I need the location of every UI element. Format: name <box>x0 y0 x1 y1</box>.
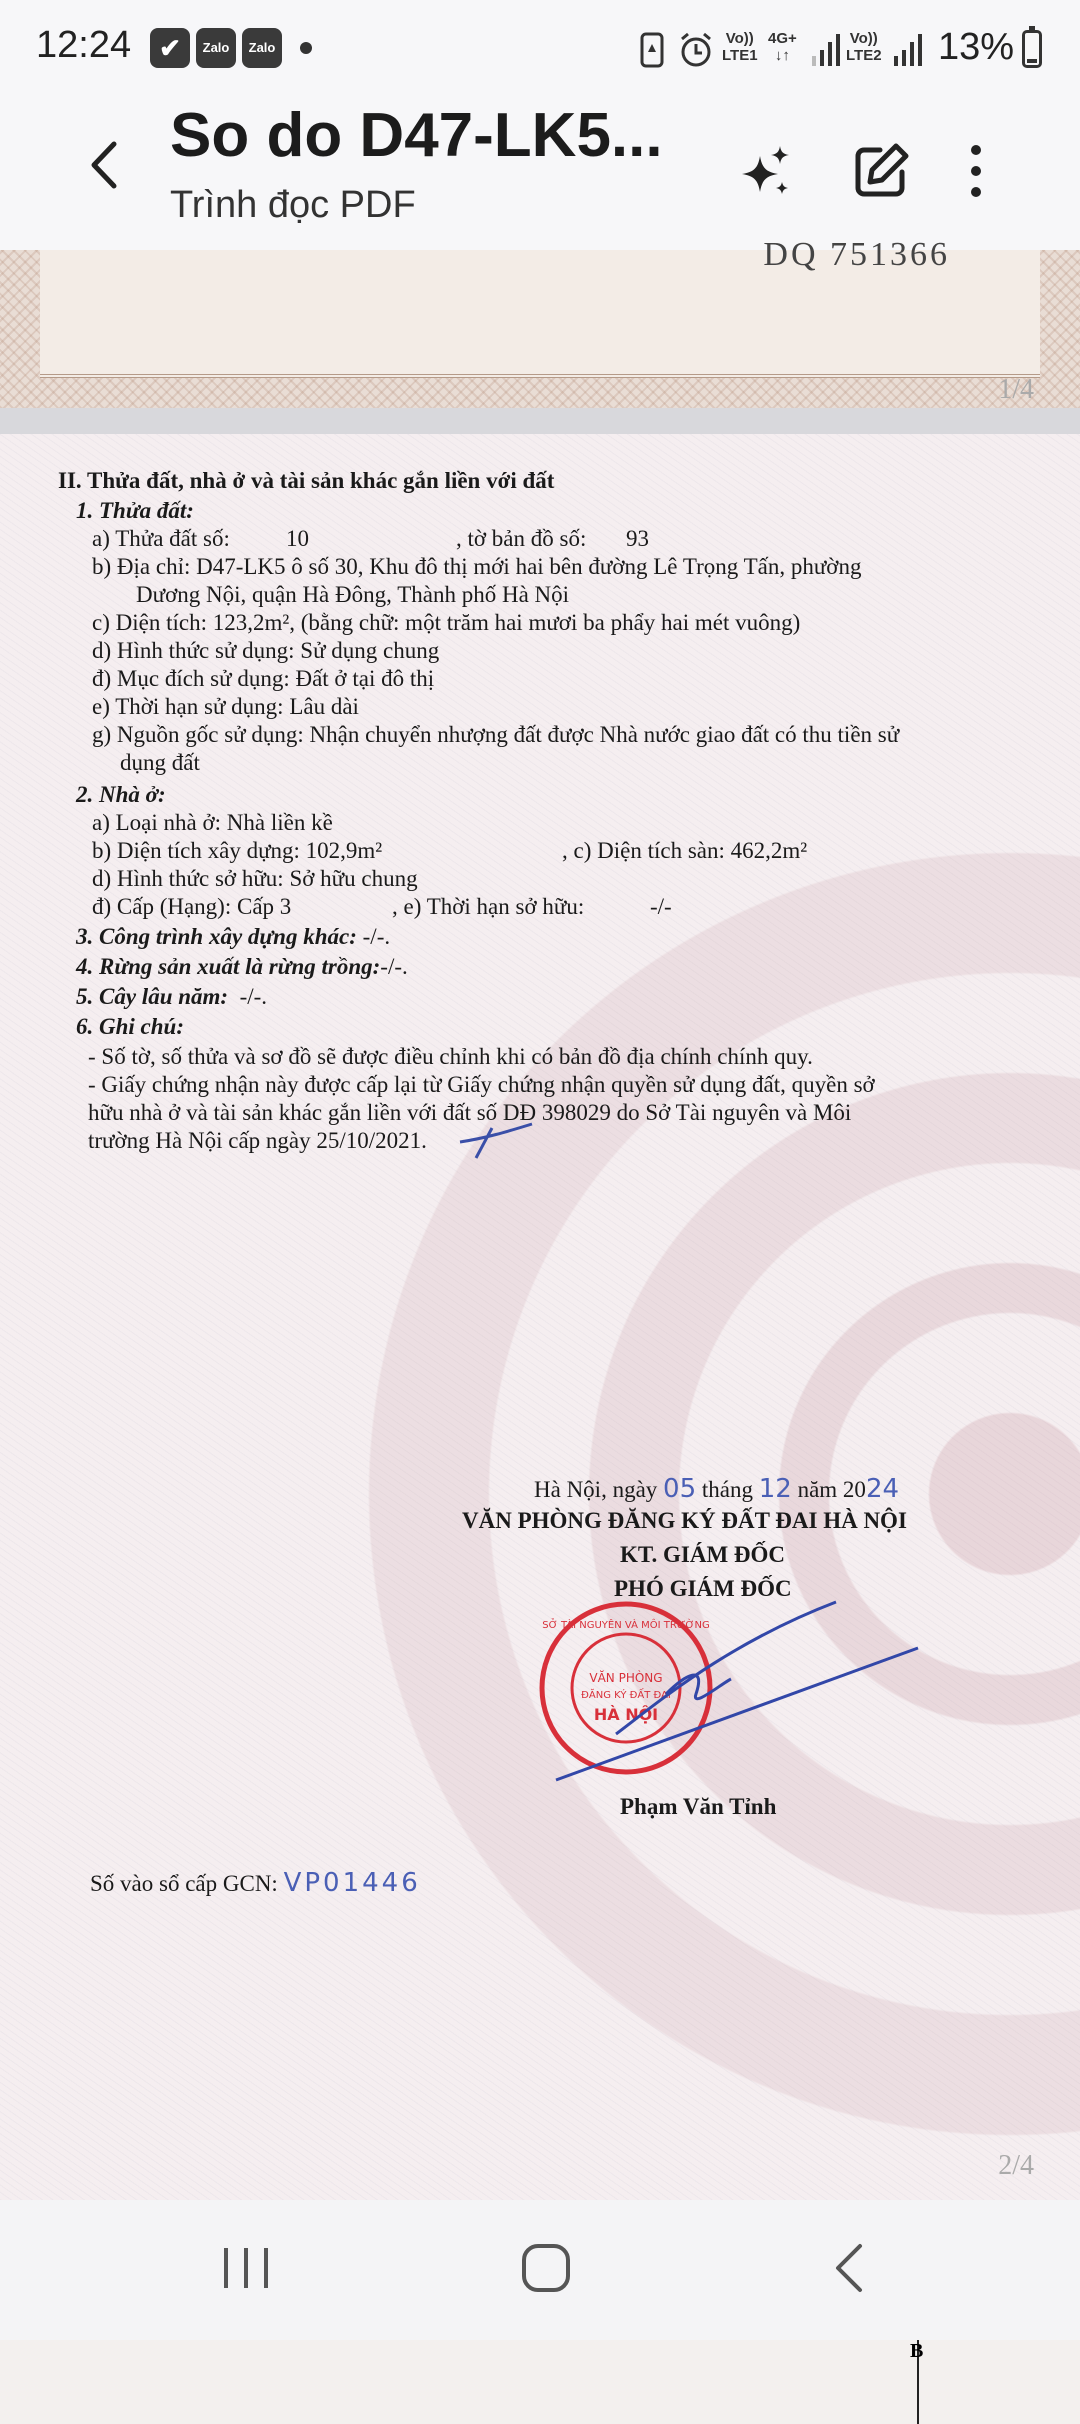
house-construction-area: b) Diện tích xây dựng: 102,9m² <box>92 838 383 863</box>
system-back-button[interactable] <box>822 2238 878 2298</box>
note-2: - Giấy chứng nhận này được cấp lại từ Giấy chứng nhận quyền sử dụng đất, quyền sở <box>88 1072 875 1097</box>
notes-heading: 6. Ghi chú: <box>76 1014 184 1039</box>
house-ownership-form: d) Hình thức sở hữu: Sở hữu chung <box>92 866 418 891</box>
app-subtitle: Trình đọc PDF <box>170 184 416 226</box>
sim2-label: Vo)) LTE2 <box>846 30 882 64</box>
back-button[interactable] <box>70 130 140 200</box>
pdf-viewer[interactable] <box>0 236 1080 2362</box>
land-use-purpose: đ) Mục đích sử dụng: Đất ở tại đô thị <box>92 666 435 691</box>
note-1: - Số tờ, số thửa và sơ đồ sẽ được điều chỉnh khi có bản đồ địa chính chính quy. <box>88 1044 813 1069</box>
issuing-office: VĂN PHÒNG ĐĂNG KÝ ĐẤT ĐAI HÀ NỘI <box>462 1508 907 1533</box>
land-area: c) Diện tích: 123,2m², (bằng chữ: một trăm hai mươi ba phẩy hai mét vuông) <box>92 610 801 635</box>
document-title: So do D47-LK5... <box>170 101 663 170</box>
more-notifications-icon <box>300 42 312 54</box>
edit-button[interactable] <box>846 136 916 206</box>
land-number-label: a) Thửa đất số: <box>92 526 230 551</box>
land-use-term: e) Thời hạn sử dụng: Lâu dài <box>92 694 359 719</box>
signal-icon <box>892 30 922 70</box>
network-type: 4G+ ↓↑ <box>768 30 797 64</box>
ai-sparkle-button[interactable] <box>730 138 800 208</box>
battery-percent: 13% <box>938 26 1015 68</box>
zalo-icon: Zalo <box>196 28 236 68</box>
check-icon: ✔ <box>150 28 190 68</box>
production-forest: 4. Rừng sản xuất là rừng trồng:-/-. <box>76 954 408 979</box>
north-label: B <box>910 2340 924 2362</box>
gcn-registry: Số vào sổ cấp GCN: VP01446 <box>90 1868 421 1898</box>
certificate-serial: DQ 751366 <box>763 236 950 273</box>
house-ownership-term-value: -/- <box>650 894 672 919</box>
land-number-value: 10 <box>286 526 309 551</box>
signature <box>546 1584 926 1784</box>
land-heading: 1. Thửa đất: <box>76 498 194 523</box>
home-button[interactable] <box>516 2240 576 2296</box>
more-options-button[interactable] <box>946 136 1006 206</box>
pdf-page-1 <box>0 236 1080 408</box>
page-number: 2/4 <box>998 2150 1034 2181</box>
house-ownership-term: , e) Thời hạn sở hữu: <box>392 894 585 919</box>
pdf-page-2 <box>0 434 1080 2200</box>
land-origin: g) Nguồn gốc sử dụng: Nhận chuyển nhượng đất được Nhà nước giao đất có thu tiền sử <box>92 722 900 747</box>
land-address: b) Địa chỉ: D47-LK5 ô số 30, Khu đô thị mới hai bên đường Lê Trọng Tấn, phường <box>92 554 862 579</box>
signer-name: Phạm Văn Tỉnh <box>620 1794 777 1819</box>
perennial-trees: 5. Cây lâu năm: -/-. <box>76 984 268 1009</box>
note-2-cont: trường Hà Nội cấp ngày 25/10/2021. <box>88 1128 427 1153</box>
svg-text:ĐĂNG KÝ ĐẤT ĐAI: ĐĂNG KÝ ĐẤT ĐAI <box>581 1690 671 1701</box>
status-bar <box>0 0 1080 100</box>
other-construction: 3. Công trình xây dựng khác: -/-. <box>76 924 391 949</box>
page-number: 1/4 <box>998 374 1034 405</box>
signatory-title: KT. GIÁM ĐỐC <box>620 1542 786 1567</box>
app-bar <box>0 100 1080 250</box>
land-origin-cont: dụng đất <box>120 750 200 775</box>
svg-text:VĂN PHÒNG: VĂN PHÒNG <box>589 1671 663 1685</box>
house-floor-area: , c) Diện tích sàn: 462,2m² <box>562 838 808 863</box>
land-address-cont: Dương Nội, quận Hà Đông, Thành phố Hà Nội <box>136 582 570 607</box>
section-heading: II. Thửa đất, nhà ở và tài sản khác gắn liền với đất <box>58 468 555 493</box>
signal-icon <box>810 30 840 70</box>
issue-date: Hà Nội, ngày 05 tháng 12 năm 2024 <box>534 1474 900 1504</box>
handwritten-mark <box>456 1118 536 1164</box>
note-2-cont: hữu nhà ở và tài sản khác gắn liền với đất số DĐ 398029 do Sở Tài nguyên và Môi <box>88 1100 852 1125</box>
status-time: 12:24 <box>36 24 132 66</box>
land-use-form: d) Hình thức sử dụng: Sử dụng chung <box>92 638 440 663</box>
data-saver-icon <box>636 30 668 70</box>
alarm-icon <box>676 30 716 70</box>
zalo-icon: Zalo <box>242 28 282 68</box>
recent-apps-button[interactable] <box>218 2240 274 2296</box>
svg-text:HÀ NỘI: HÀ NỘI <box>593 1705 659 1724</box>
house-heading: 2. Nhà ở: <box>76 782 166 807</box>
sim1-label: Vo)) LTE1 <box>722 30 758 64</box>
navigation-bar <box>0 2200 1080 2340</box>
house-type: a) Loại nhà ở: Nhà liền kề <box>92 810 333 835</box>
map-sheet-label: , tờ bản đồ số: <box>456 526 587 551</box>
battery-icon <box>1022 30 1042 68</box>
map-sheet-value: 93 <box>626 526 649 551</box>
signatory-position: PHÓ GIÁM ĐỐC <box>614 1576 792 1601</box>
svg-text:SỞ TÀI NGUYÊN VÀ MÔI TRƯỜNG: SỞ TÀI NGUYÊN VÀ MÔI TRƯỜNG <box>542 1620 710 1631</box>
house-grade: đ) Cấp (Hạng): Cấp 3 <box>92 894 292 919</box>
